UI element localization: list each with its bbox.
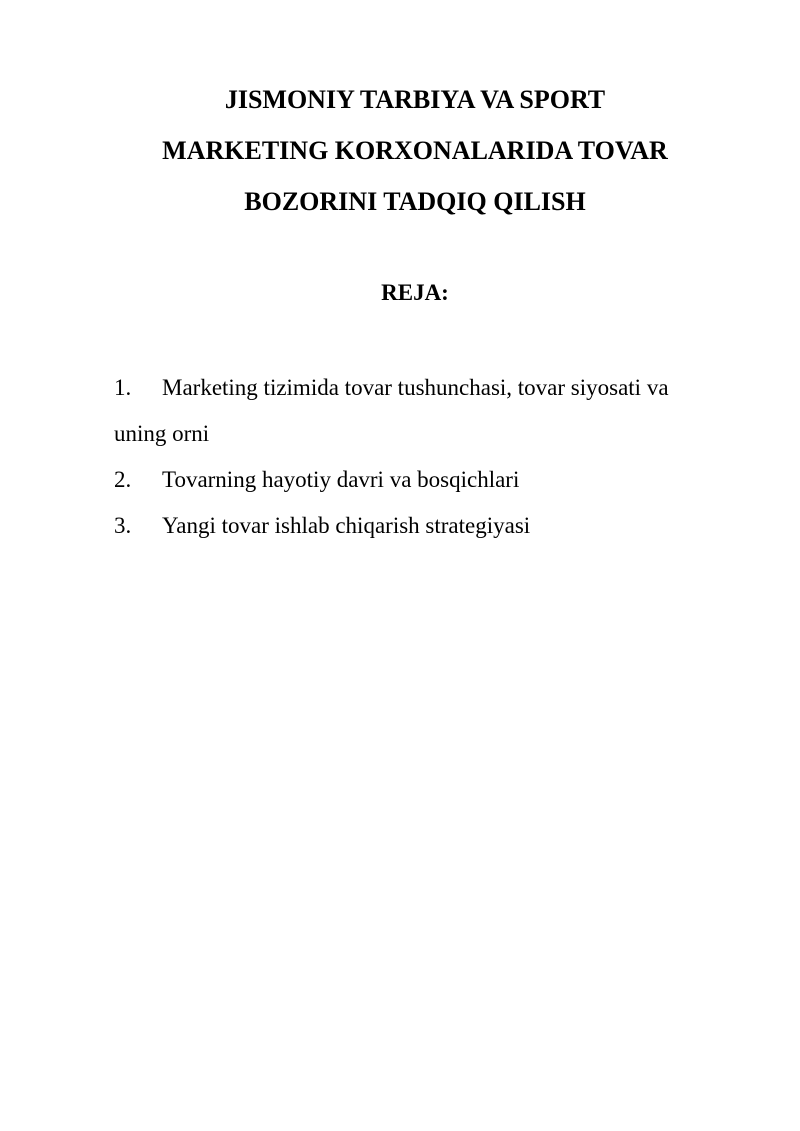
title-line-2: MARKETING KORXONALARIDA TOVAR — [162, 136, 668, 165]
plan-item-text: Marketing tizimida tovar tushunchasi, tovar siyosati va uning orni — [114, 375, 669, 446]
plan-item-text: Tovarning hayotiy davri va bosqichlari — [162, 467, 520, 492]
title-line-1: JISMONIY TARBIYA VA SPORT — [224, 85, 606, 114]
plan-heading: REJA: — [381, 280, 449, 305]
plan-list — [114, 365, 724, 549]
plan-item-2 — [114, 457, 724, 503]
plan-item-3 — [114, 503, 724, 549]
plan-item-number: 2. — [114, 467, 132, 492]
plan-item-text: Yangi tovar ishlab chiqarish strategiyasi — [162, 513, 531, 538]
plan-item-1 — [114, 365, 724, 457]
title-line-3: BOZORINI TADQIQ QILISH — [244, 187, 586, 216]
plan-item-number: 1. — [114, 375, 132, 400]
document-title — [110, 74, 720, 227]
plan-item-number: 3. — [114, 513, 132, 538]
